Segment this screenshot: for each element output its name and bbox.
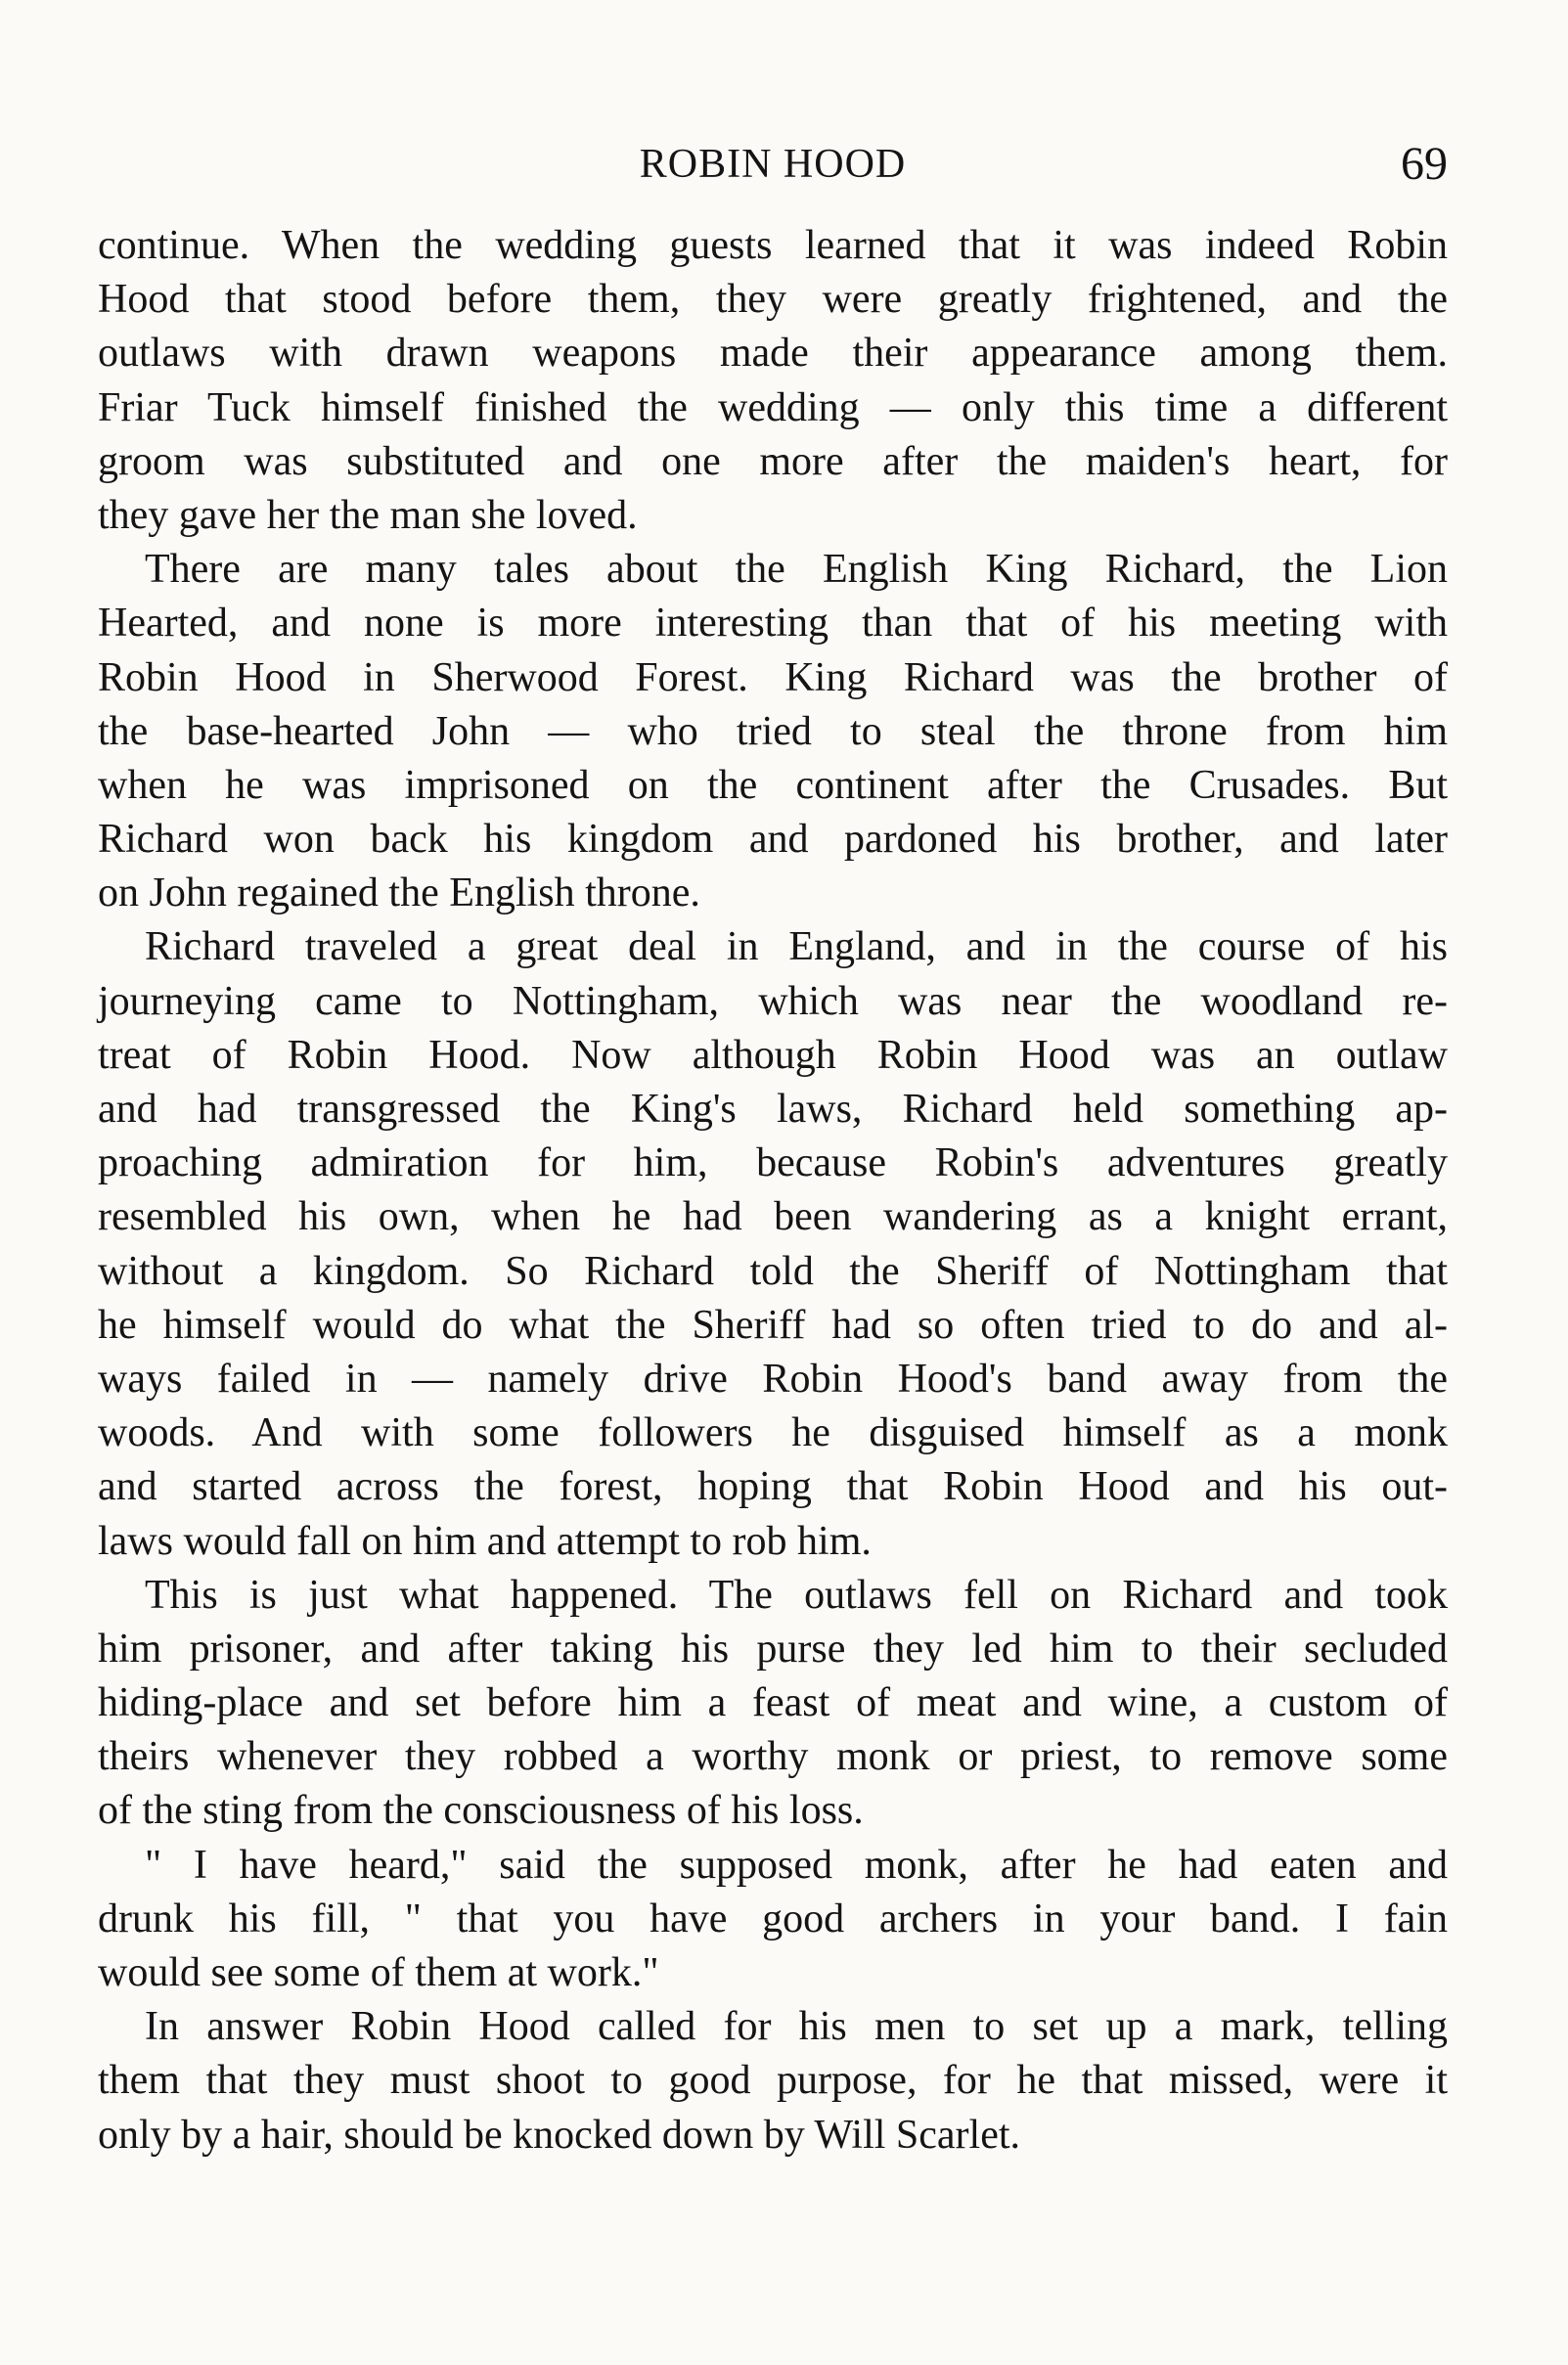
paragraph-6 [98,2000,1448,2163]
text-line: Robin Hood in Sherwood Forest. King Richard was the brother of [98,654,1448,700]
text-line: of the sting from the consciousness of his loss. [98,1788,864,1834]
paragraph-4 [98,1569,1448,1839]
text-line: " I have heard," said the supposed monk, after he had eaten and [145,1842,1448,1888]
text-line: woods. And with some followers he disguised himself as a monk [98,1410,1448,1456]
paragraph-2 [98,543,1448,920]
paragraph-5 [98,1839,1448,2001]
running-head [98,135,1448,194]
paragraph-1 [98,219,1448,543]
text-line: proaching admiration for him, because Robin's adventures greatly [98,1140,1448,1186]
text-line: them that they must shoot to good purpose, for he that missed, were it [98,2058,1448,2104]
running-title: ROBIN HOOD [639,142,907,187]
text-line: and had transgressed the King's laws, Richard held something ap- [98,1087,1448,1132]
text-line: outlaws with drawn weapons made their appearance among them. [98,331,1448,377]
paragraph-3 [98,920,1448,1568]
text-line: only by a hair, should be knocked down by Will Scarlet. [98,2112,1021,2158]
text-line: groom was substituted and one more after the maiden's heart, for [98,438,1448,484]
text-line: Hearted, and none is more interesting than that of his meeting with [98,601,1448,647]
text-line: they gave her the man she loved. [98,492,638,538]
text-line: journeying came to Nottingham, which was near the woodland re- [98,978,1448,1024]
text-line: Hood that stood before them, they were greatly frightened, and the [98,277,1448,323]
text-line: he himself would do what the Sheriff had so often tried to do and al- [98,1302,1448,1348]
text-line: laws would fall on him and attempt to rob him. [98,1518,872,1564]
text-line: would see some of them at work." [98,1950,659,1995]
text-line: Richard traveled a great deal in England, and in the course of his [145,924,1448,970]
text-line: Richard won back his kingdom and pardoned his brother, and later [98,817,1448,863]
page-number: 69 [1401,138,1448,190]
text-line: ways failed in — namely drive Robin Hood's band away from the [98,1356,1448,1402]
text-line: the base-hearted John — who tried to steal the throne from him [98,708,1448,754]
text-line: hiding-place and set before him a feast of meat and wine, a custom of [98,1680,1448,1726]
text-line: on John regained the English throne. [98,870,700,916]
text-line: treat of Robin Hood. Now although Robin Hood was an outlaw [98,1032,1448,1078]
text-line: theirs whenever they robbed a worthy monk or priest, to remove some [98,1734,1448,1780]
text-line: resembled his own, when he had been wandering as a knight errant, [98,1194,1448,1240]
text-line: drunk his fill, " that you have good archers in your band. I fain [98,1896,1448,1941]
text-line: him prisoner, and after taking his purse they led him to their secluded [98,1626,1448,1672]
text-line: There are many tales about the English King Richard, the Lion [145,547,1448,593]
text-line: continue. When the wedding guests learned that it was indeed Robin [98,223,1448,268]
text-line: In answer Robin Hood called for his men to set up a mark, telling [145,2004,1448,2050]
text-line: This is just what happened. The outlaws fell on Richard and took [145,1572,1448,1618]
text-line: and started across the forest, hoping that Robin Hood and his out- [98,1464,1448,1510]
text-line: Friar Tuck himself finished the wedding — only this time a different [98,384,1448,430]
text-line: without a kingdom. So Richard told the Sheriff of Nottingham that [98,1248,1448,1294]
body-text [98,219,1448,2163]
text-line: when he was imprisoned on the continent after the Crusades. But [98,762,1448,808]
